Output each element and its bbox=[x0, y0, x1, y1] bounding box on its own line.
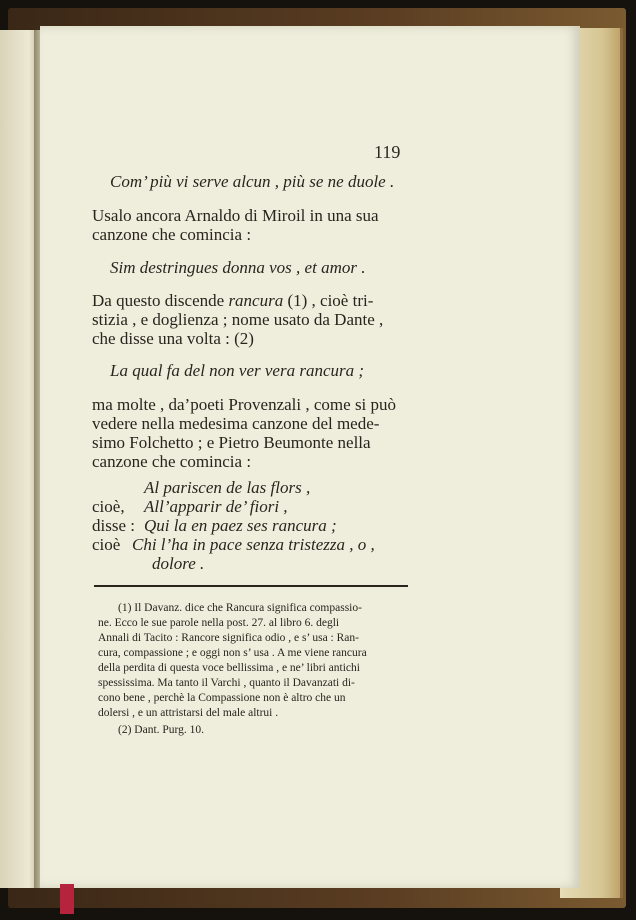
footnote-line: Annali di Tacito : Rancore significa odio , e s’ usa : Ran- bbox=[98, 632, 359, 644]
verse-line-8: dolore . bbox=[152, 554, 205, 573]
verse-line-7: Chi l’ha in pace senza tristezza , o , bbox=[132, 535, 375, 554]
page-number: 119 bbox=[374, 142, 401, 162]
paragraph-line: canzone che comincia : bbox=[92, 225, 252, 244]
footnote-line: cono bene , perchè la Compassione non è altro che un bbox=[98, 692, 346, 704]
text-run-italic: rancura bbox=[228, 291, 284, 310]
verse-line-6: Qui la en paez ses rancura ; bbox=[144, 516, 337, 535]
footnote-rule bbox=[94, 585, 408, 587]
verse-line-3: La qual fa del non ver vera rancura ; bbox=[110, 361, 365, 380]
footnote-line: dolersi , e un attristarsi del male altrui . bbox=[98, 707, 279, 719]
paragraph-line: Usalo ancora Arnaldo di Miroil in una sua bbox=[92, 206, 379, 225]
paragraph-line bbox=[92, 291, 373, 311]
verse-prefix: cioè bbox=[92, 535, 121, 554]
verse-line-5: All’apparir de’ fiori , bbox=[144, 497, 288, 516]
text-run: Da questo discende bbox=[92, 291, 225, 310]
paragraph-line: vedere nella medesima canzone del mede- bbox=[92, 414, 380, 433]
paragraph-line: stizia , e doglienza ; nome usato da Dante , bbox=[92, 310, 384, 329]
verse-prefix: cioè, bbox=[92, 497, 125, 516]
footnote-line: ne. Ecco le sue parole nella post. 27. al libro 6. degli bbox=[98, 617, 340, 629]
verse-line-2: Sim destringues donna vos , et amor . bbox=[110, 258, 366, 277]
paragraph-line: ma molte , da’poeti Provenzali , come si può bbox=[92, 395, 397, 414]
text-run: (1) , cioè tri- bbox=[287, 291, 374, 310]
paragraph-line: che disse una volta : (2) bbox=[92, 329, 254, 348]
footnote-line: (2) Dant. Purg. 10. bbox=[118, 724, 205, 736]
paragraph-line: simo Folchetto ; e Pietro Beumonte nella bbox=[92, 433, 371, 452]
footnote-line: della perdita di questa voce bellissima , e ne’ libri antichi bbox=[98, 662, 360, 674]
verse-prefix: disse : bbox=[92, 516, 135, 535]
bookmark-ribbon bbox=[60, 884, 74, 914]
footnote-line: cura, compassione ; e oggi non s’ usa . A me viene rancura bbox=[98, 647, 367, 659]
footnote-line: (1) Il Davanz. dice che Rancura significa compassio- bbox=[118, 602, 362, 614]
verse-line-4: Al pariscen de las flors , bbox=[144, 478, 311, 497]
footnote-line: spessissima. Ma tanto il Varchi , quanto il Davanzati di- bbox=[98, 677, 355, 689]
verse-line-1: Com’ più vi serve alcun , più se ne duole . bbox=[110, 172, 395, 191]
paragraph-line: canzone che comincia : bbox=[92, 452, 252, 471]
left-page bbox=[0, 30, 36, 888]
